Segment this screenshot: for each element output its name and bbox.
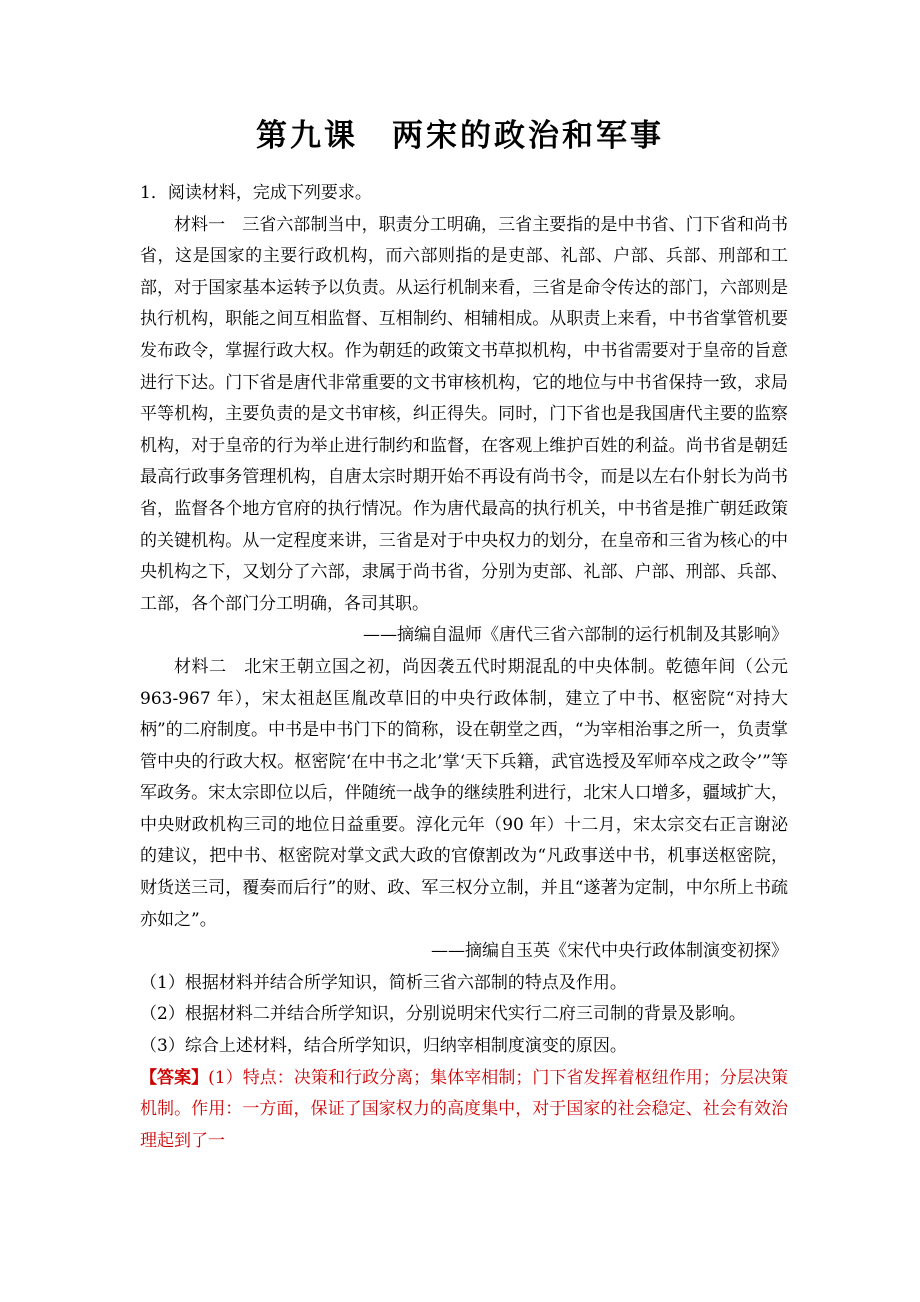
sub-question-2: （2）根据材料二并结合所学知识，分别说明宋代实行二府三司制的背景及影响。 [140,1004,746,1025]
answer-tag: 【答案】 [140,1067,209,1088]
answer-paragraph [140,1063,788,1158]
sub-question-1: （1）根据材料并结合所学知识，简析三省六部制的特点及作用。 [140,972,627,993]
answer-text: (1）特点：决策和行政分离；集体宰相制；门下省发挥着枢纽作用；分层决策机制。作用：一方面，保证了国家权力的高度集中，对于国家的社会稳定、社会有效治理起到了一 [140,1067,788,1151]
material-one: 材料一 三省六部制当中，职责分工明确，三省主要指的是中书省、门下省和尚书省，这是国家的主要行政机构，而六部则指的是吏部、礼部、户部、兵部、刑部和工部，对于国家基本运转予以负责。从运行机制来看，三省是命令传达的部门，六部则是执行机构，职能之间互相监督、互相制约、相辅相成。从职责上来看，中书省掌管机要发布政令，掌握行政大权。作为朝廷的政策文书草拟机构，中书省需要对于皇帝的旨意进行下达。门下省是唐代非常重要的文书审核机构，它的地位与中书省保持一致，求局平等机构，主要负责的是文书审核，纠正得失。同时，门下省也是我国唐代主要的监察机构，对于皇帝的行为举止进行制约和监督，在客观上维护百姓的利益。尚书省是朝廷最高行政事务管理机构，自唐太宗时期开始不再设有尚书令，而是以左右仆射长为尚书省，监督各个地方官府的执行情况。作为唐代最高的执行机关，中书省是推广朝廷政策的关键机构。从一定程度来讲，三省是对于中央权力的划分，在皇帝和三省为核心的中央机构之下，又划分了六部，隶属于尚书省，分别为吏部、礼部、户部、刑部、兵部、工部，各个部门分工明确，各司其职。 [140,214,788,614]
sub-question-3: （3）综合上述材料，结合所学知识，归纳宰相制度演变的原因。 [140,1036,627,1057]
material-two: 材料二 北宋王朝立国之初，尚因袭五代时期混乱的中央体制。乾德年间（公元 963-967 年），宋太祖赵匡胤改草旧的中央行政体制，建立了中书、枢密院“对持大柄”的二府制度。中书是中书门下的简称，设在朝堂之西，“为宰相治事之所一，负责掌管中央的行政大权。枢密院‘在中书之北’掌‘天下兵籍，武官选授及军师卒戍之政令’”等军政务。宋太宗即位以后，伴随统一战争的继续胜利进行，北宋人口增多，疆域扩大，中央财政机构三司的地位日益重要。淳化元年（90 年）十二月，宋太宗交右正言谢泌的建议，把中书、枢密院对掌文武大政的官僚割改为“凡政事送中书，机事送枢密院，财货送三司，覆奏而后行”的财、政、军三权分立制，并且“遂著为定制，中尔所上书疏亦如之”。 [140,656,788,930]
lesson-title: 第九课 两宋的政治和军事 [256,118,664,154]
source-citation-two: ——摘编自玉英《宋代中央行政体制演变初探》 [431,941,788,962]
question-intro: 1．阅读材料，完成下列要求。 [140,183,372,203]
document-body [140,178,788,1157]
source-citation-one: ——摘编自温师《唐代三省六部制的运行机制及其影响》 [363,625,788,646]
